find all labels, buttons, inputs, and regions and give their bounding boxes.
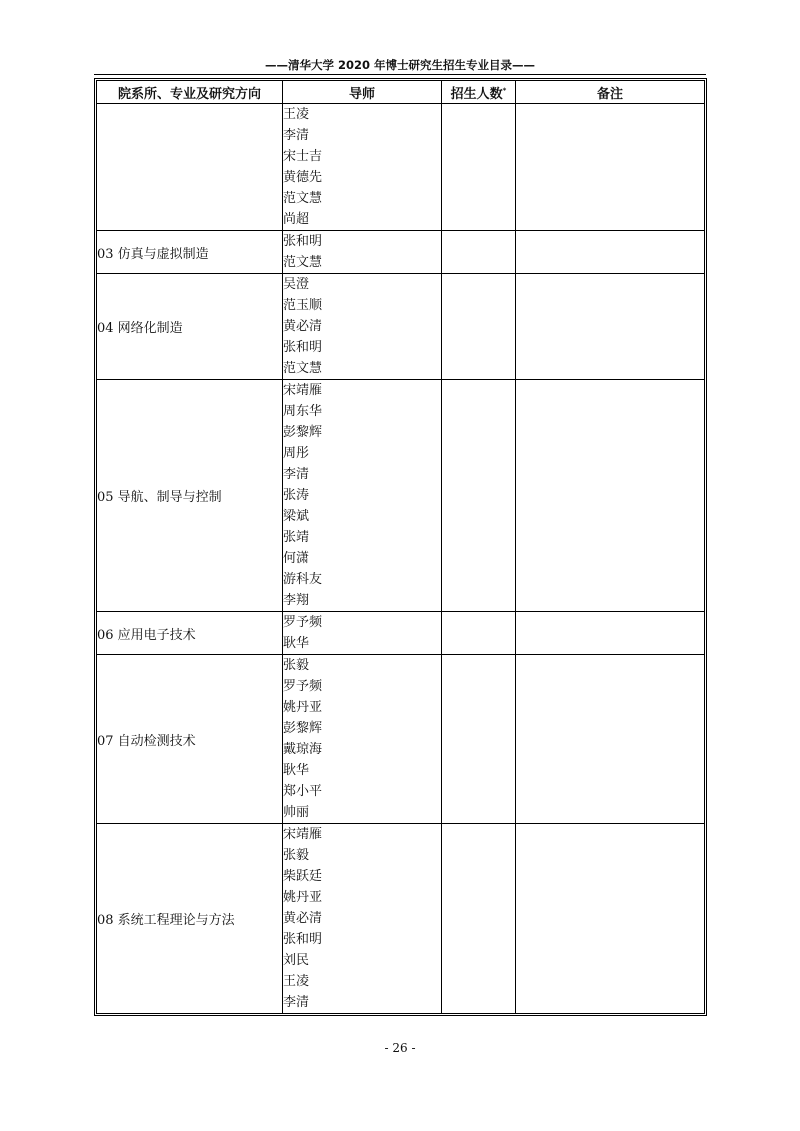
advisor-name: 姚丹亚: [283, 700, 323, 715]
advisor-name: 张和明: [283, 932, 323, 947]
advisor-name: 范文慧: [283, 361, 323, 376]
quota-cell: [442, 104, 516, 231]
advisor-name: 宋靖雁: [283, 827, 323, 842]
advisor-name: 何潇: [283, 551, 310, 566]
advisor-name: 黄德先: [283, 170, 323, 185]
remarks-cell: [516, 655, 705, 824]
remarks-cell: [516, 612, 705, 655]
advisor-name: 周彤: [283, 446, 310, 461]
advisor-name: 王凌: [283, 107, 310, 122]
table-row: [97, 612, 705, 655]
advisor-name: 李清: [283, 467, 310, 482]
table-row: [97, 824, 705, 1014]
research-direction-cell: 08 系统工程理论与方法: [97, 824, 283, 1014]
research-direction-cell: 07 自动检测技术: [97, 655, 283, 824]
quota-cell: [442, 274, 516, 380]
advisor-name: 张和明: [283, 234, 323, 249]
advisor-name: 李清: [283, 995, 310, 1010]
advisor-name: 刘民: [283, 953, 310, 968]
remarks-cell: [516, 274, 705, 380]
page-header-title: ——清华大学 2020 年博士研究生招生专业目录——: [264, 58, 535, 72]
advisor-name: 梁斌: [283, 509, 310, 524]
advisor-name: 尚超: [283, 212, 310, 227]
remarks-cell: [516, 104, 705, 231]
research-direction-cell: 03 仿真与虚拟制造: [97, 231, 283, 274]
advisor-name: 帅丽: [283, 805, 310, 820]
advisor-name: 柴跃廷: [283, 869, 323, 884]
table-header-row: [97, 81, 705, 104]
advisor-name: 范文慧: [283, 255, 323, 270]
advisor-name: 姚丹亚: [283, 890, 323, 905]
advisor-list-cell: [283, 380, 442, 612]
research-direction-cell: 04 网络化制造: [97, 274, 283, 380]
advisor-list-cell: [283, 274, 442, 380]
remarks-cell: [516, 231, 705, 274]
table-row: [97, 655, 705, 824]
column-header-remarks: 备注: [516, 81, 705, 104]
quota-cell: [442, 824, 516, 1014]
advisor-list-cell: [283, 824, 442, 1014]
quota-cell: [442, 612, 516, 655]
advisor-name: 罗予频: [283, 615, 323, 630]
table-row: [97, 380, 705, 612]
advisor-name: 范文慧: [283, 191, 323, 206]
column-header-quota: 招生人数*: [442, 81, 516, 104]
advisor-name: 周东华: [283, 404, 323, 419]
advisor-name: 宋靖雁: [283, 383, 323, 398]
advisor-name: 郑小平: [283, 784, 323, 799]
research-direction-cell: 06 应用电子技术: [97, 612, 283, 655]
advisor-list-cell: [283, 231, 442, 274]
column-header-advisor: 导师: [283, 81, 442, 104]
advisor-name: 范玉顺: [283, 298, 323, 313]
advisor-name: 耿华: [283, 763, 310, 778]
advisor-name: 耿华: [283, 636, 310, 651]
remarks-cell: [516, 380, 705, 612]
advisor-name: 张靖: [283, 530, 310, 545]
advisor-list-cell: [283, 655, 442, 824]
catalog-table: [96, 80, 705, 1014]
advisor-name: 张毅: [283, 848, 310, 863]
quota-cell: [442, 231, 516, 274]
advisor-name: 游科友: [283, 572, 323, 587]
advisor-name: 李清: [283, 128, 310, 143]
advisor-list-cell: [283, 612, 442, 655]
table-row: [97, 104, 705, 231]
quota-cell: [442, 380, 516, 612]
advisor-name: 彭黎辉: [283, 425, 323, 440]
table-row: [97, 231, 705, 274]
advisor-name: 戴琼海: [283, 742, 323, 757]
page-number: - 26 -: [384, 1041, 416, 1055]
header-rule: [94, 74, 706, 75]
advisor-name: 李翔: [283, 593, 310, 608]
research-direction-cell: 05 导航、制导与控制: [97, 380, 283, 612]
quota-cell: [442, 655, 516, 824]
advisor-name: 吴澄: [283, 277, 310, 292]
advisor-name: 黄必清: [283, 319, 323, 334]
catalog-body: [97, 104, 705, 1014]
advisor-name: 张和明: [283, 340, 323, 355]
advisor-name: 王凌: [283, 974, 310, 989]
quota-footnote-mark: *: [502, 86, 507, 95]
advisor-list-cell: [283, 104, 442, 231]
advisor-name: 罗予频: [283, 679, 323, 694]
advisor-name: 宋士吉: [283, 149, 323, 164]
remarks-cell: [516, 824, 705, 1014]
research-direction-cell: [97, 104, 283, 231]
advisor-name: 张涛: [283, 488, 310, 503]
table-row: [97, 274, 705, 380]
advisor-name: 张毅: [283, 658, 310, 673]
advisor-name: 黄必清: [283, 911, 323, 926]
column-header-direction: 院系所、专业及研究方向: [97, 81, 283, 104]
advisor-name: 彭黎辉: [283, 721, 323, 736]
